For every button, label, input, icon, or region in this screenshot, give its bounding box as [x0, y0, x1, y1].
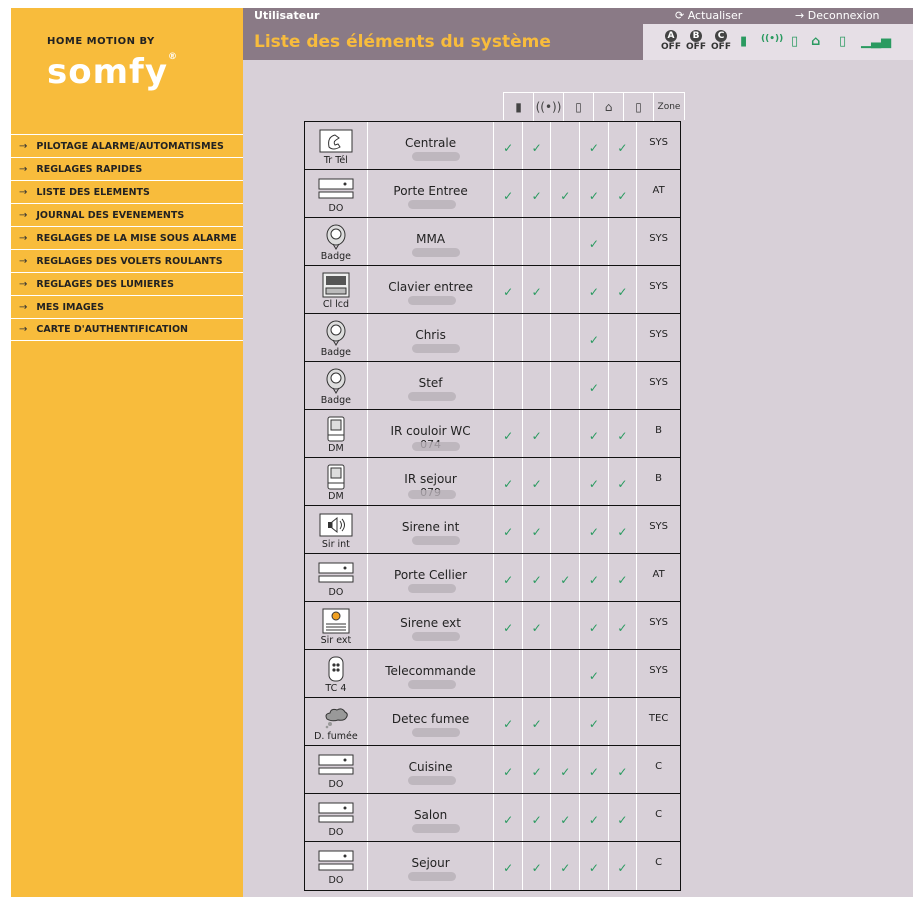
status-bar: [643, 24, 913, 60]
header-title-bar: [243, 24, 643, 60]
device-name: [368, 314, 495, 361]
device-icon-cell: [305, 794, 368, 841]
device-type: Tr Tél: [323, 155, 348, 166]
arrow-right-icon: →: [19, 278, 28, 290]
check-icon: ✓: [609, 506, 638, 553]
check-icon: ✓: [494, 554, 523, 601]
door-sensor-icon: [318, 752, 354, 778]
empty-cell: [551, 698, 580, 745]
table-row[interactable]: [305, 218, 680, 266]
phone-icon: [318, 128, 354, 154]
device-name: [368, 794, 495, 841]
device-zone: SYS: [649, 377, 669, 388]
door-icon: ▯: [791, 34, 799, 49]
check-icon: ✓: [494, 506, 523, 553]
check-icon: ✓: [523, 506, 552, 553]
device-zone: TEC: [648, 713, 669, 724]
device-name: [368, 842, 495, 890]
empty-cell: [551, 410, 580, 457]
device-name-label: MMA: [416, 232, 446, 246]
empty-cell: [609, 698, 638, 745]
door-sensor-icon: [318, 176, 354, 202]
empty-cell: [551, 218, 580, 265]
user-label: Utilisateur: [254, 9, 320, 22]
redacted-text: [412, 152, 460, 161]
device-type: Badge: [320, 347, 352, 358]
menu-item-label: REGLAGES RAPIDES: [36, 163, 143, 175]
table-row[interactable]: [305, 122, 680, 170]
device-icon-cell: [305, 314, 368, 361]
redacted-text: [412, 536, 460, 545]
device-icon-cell: [305, 362, 368, 409]
redacted-text: [412, 442, 460, 451]
device-name-label: Detec fumee: [391, 712, 470, 726]
logo-reg: ®: [167, 52, 178, 62]
device-name-label: Porte Cellier: [394, 568, 468, 582]
check-icon: ✓: [580, 506, 609, 553]
menu-item-2[interactable]: [11, 157, 243, 180]
arrow-right-icon: →: [19, 209, 28, 221]
check-icon: ✓: [580, 314, 609, 361]
device-name: [368, 506, 495, 553]
badge-icon: [318, 368, 354, 394]
check-icon: ✓: [551, 554, 580, 601]
check-icon: ✓: [609, 794, 638, 841]
empty-cell: [551, 362, 580, 409]
outdoor-siren-icon: [318, 608, 354, 634]
check-icon: ✓: [580, 842, 609, 890]
menu-item-label: REGLAGES DE LA MISE SOUS ALARME: [36, 232, 237, 244]
table-row[interactable]: [305, 746, 680, 794]
logout-label: Deconnexion: [807, 9, 880, 22]
empty-cell: [523, 650, 552, 697]
keypad-icon: [318, 272, 354, 298]
device-name-label: Sirene int: [401, 520, 460, 534]
check-icon: ✓: [523, 746, 552, 793]
check-icon: ✓: [494, 266, 523, 313]
empty-cell: [523, 314, 552, 361]
door-sensor-icon: [318, 800, 354, 826]
table-row[interactable]: [305, 362, 680, 410]
check-icon: ✓: [580, 458, 609, 505]
device-name: [368, 218, 495, 265]
check-icon: ✓: [580, 794, 609, 841]
device-name: [368, 122, 495, 169]
empty-cell: [609, 218, 638, 265]
device-type: DM: [328, 491, 344, 502]
device-name: [368, 602, 495, 649]
check-icon: ✓: [523, 410, 552, 457]
siren-icon: [318, 512, 354, 538]
smoke-detector-icon: [318, 704, 354, 730]
device-icon-cell: [305, 842, 368, 890]
device-name: [368, 746, 495, 793]
check-icon: ✓: [523, 266, 552, 313]
door-open-icon: ▯: [624, 93, 654, 121]
sidebar: [11, 8, 243, 897]
empty-cell: [551, 314, 580, 361]
check-icon: ✓: [580, 266, 609, 313]
redacted-text: [412, 344, 460, 353]
device-name: [368, 458, 495, 505]
zone-letter: B: [690, 30, 702, 42]
arrow-right-icon: →: [795, 9, 805, 22]
check-icon: ✓: [609, 266, 638, 313]
signal-icon: ▁▃▅: [861, 34, 891, 49]
zone-c-status[interactable]: [710, 30, 732, 53]
check-icon: ✓: [580, 650, 609, 697]
device-type: DO: [328, 779, 344, 790]
redacted-text: [408, 584, 456, 593]
check-icon: ✓: [494, 458, 523, 505]
check-icon: ✓: [551, 170, 580, 217]
device-zone: SYS: [649, 233, 669, 244]
check-icon: ✓: [580, 362, 609, 409]
table-row[interactable]: [305, 506, 680, 554]
device-icon-cell: [305, 410, 368, 457]
device-zone: B: [655, 425, 663, 436]
logout-link[interactable]: [795, 9, 880, 22]
device-name-label: Salon: [413, 808, 448, 822]
check-icon: ✓: [609, 554, 638, 601]
arrow-right-icon: →: [19, 140, 28, 152]
device-zone: SYS: [649, 665, 669, 676]
menu-item-3[interactable]: [11, 180, 243, 203]
arrow-right-icon: →: [19, 186, 28, 198]
device-type: Badge: [320, 251, 352, 262]
check-icon: ✓: [523, 794, 552, 841]
somfy-logo[interactable]: [47, 52, 178, 92]
redacted-text: [408, 680, 456, 689]
device-zone: SYS: [649, 521, 669, 532]
device-zone: SYS: [649, 281, 669, 292]
empty-cell: [609, 314, 638, 361]
device-name: [368, 362, 495, 409]
header-top-bar: [243, 8, 913, 24]
check-icon: ✓: [523, 122, 552, 169]
device-icon-cell: [305, 554, 368, 601]
brand-tagline: HOME MOTION BY: [47, 36, 155, 47]
empty-cell: [551, 266, 580, 313]
device-name-label: Porte Entree: [393, 184, 468, 198]
check-icon: ✓: [494, 842, 523, 890]
arrow-right-icon: →: [19, 232, 28, 244]
check-icon: ✓: [494, 122, 523, 169]
menu-item-9[interactable]: [11, 318, 243, 341]
device-name-label: IR sejour: [404, 472, 457, 486]
arrow-right-icon: →: [19, 324, 28, 335]
check-icon: ✓: [609, 746, 638, 793]
redacted-text: [408, 392, 456, 401]
device-name: [368, 698, 495, 745]
check-icon: ✓: [551, 746, 580, 793]
check-icon: ✓: [580, 218, 609, 265]
empty-cell: [551, 602, 580, 649]
zone-state: OFF: [661, 42, 681, 52]
device-type: DO: [328, 587, 344, 598]
empty-cell: [551, 650, 580, 697]
device-icon-cell: [305, 122, 368, 169]
check-icon: ✓: [494, 794, 523, 841]
table-row[interactable]: [305, 602, 680, 650]
device-icon-cell: [305, 746, 368, 793]
device-name-label: Stef: [418, 376, 443, 390]
device-icon-cell: [305, 506, 368, 553]
check-icon: ✓: [523, 602, 552, 649]
radio-icon: ((•)): [761, 34, 784, 44]
table-row[interactable]: [305, 794, 680, 842]
check-icon: ✓: [580, 746, 609, 793]
device-type: DO: [328, 875, 344, 886]
logo-text: somfy: [47, 52, 168, 92]
menu-item-label: PILOTAGE ALARME/AUTOMATISMES: [36, 140, 224, 152]
check-icon: ✓: [551, 842, 580, 890]
table-row[interactable]: [305, 266, 680, 314]
redacted-text: [412, 248, 460, 257]
redacted-text: [408, 872, 456, 881]
device-zone: C: [655, 857, 663, 868]
device-icon-cell: [305, 170, 368, 217]
menu-item-7[interactable]: [11, 272, 243, 295]
device-type: Sir int: [321, 539, 350, 550]
device-icon-cell: [305, 650, 368, 697]
device-name-label: Clavier entree: [388, 280, 473, 294]
arrow-right-icon: →: [19, 163, 28, 175]
device-name-label: Cuisine: [408, 760, 453, 774]
redacted-text: [408, 776, 456, 785]
device-name: [368, 266, 495, 313]
device-zone: AT: [652, 185, 665, 196]
page-title: Liste des éléments du système: [254, 32, 551, 52]
redacted-text: [408, 490, 456, 499]
menu-item-label: REGLAGES DES VOLETS ROULANTS: [36, 255, 223, 267]
check-icon: ✓: [494, 602, 523, 649]
device-name-label: IR couloir WC: [390, 424, 471, 438]
device-zone: SYS: [649, 617, 669, 628]
empty-cell: [609, 650, 638, 697]
top-strip: [0, 0, 913, 8]
check-icon: ✓: [494, 746, 523, 793]
device-icon-cell: [305, 602, 368, 649]
table-row[interactable]: [305, 698, 680, 746]
device-name: [368, 170, 495, 217]
check-icon: ✓: [609, 458, 638, 505]
device-icon-cell: [305, 218, 368, 265]
redacted-text: [412, 728, 460, 737]
empty-cell: [494, 650, 523, 697]
device-type: D. fumée: [314, 731, 358, 742]
door-sensor-icon: [318, 848, 354, 874]
battery-icon: ▮: [504, 93, 534, 121]
table-row[interactable]: [305, 842, 680, 890]
redacted-text: [408, 200, 456, 209]
battery-icon: ▮: [740, 34, 748, 49]
check-icon: ✓: [580, 602, 609, 649]
table-row[interactable]: [305, 554, 680, 602]
arrow-right-icon: →: [19, 301, 28, 313]
elements-table: [304, 121, 681, 891]
device-type: DO: [328, 203, 344, 214]
menu-item-label: JOURNAL DES EVENEMENTS: [36, 209, 185, 221]
check-icon: ✓: [609, 410, 638, 457]
check-icon: ✓: [609, 842, 638, 890]
check-icon: ✓: [523, 842, 552, 890]
remote-icon: [318, 656, 354, 682]
empty-cell: [523, 218, 552, 265]
empty-cell: [494, 362, 523, 409]
device-name-label: Centrale: [405, 136, 457, 150]
menu-item-4[interactable]: [11, 203, 243, 226]
table-row[interactable]: [305, 458, 680, 506]
zone-header: Zone: [657, 102, 681, 112]
redacted-text: [408, 296, 456, 305]
device-type: Cl lcd: [322, 299, 349, 310]
menu-item-label: MES IMAGES: [36, 301, 104, 313]
door-sensor-icon: [318, 560, 354, 586]
zone-letter: C: [715, 30, 727, 42]
device-type: DO: [328, 827, 344, 838]
radio-icon: ((•)): [534, 93, 564, 121]
check-icon: ✓: [551, 794, 580, 841]
device-name: [368, 554, 495, 601]
device-name-label: Chris: [415, 328, 446, 342]
check-icon: ✓: [494, 698, 523, 745]
check-icon: ✓: [609, 122, 638, 169]
table-row[interactable]: [305, 410, 680, 458]
check-icon: ✓: [580, 410, 609, 457]
table-row[interactable]: [305, 170, 680, 218]
device-type: Sir ext: [320, 635, 352, 646]
menu-item-1[interactable]: [11, 134, 243, 157]
device-type: DM: [328, 443, 344, 454]
menu-item-label: REGLAGES DES LUMIERES: [36, 278, 174, 290]
empty-cell: [523, 362, 552, 409]
table-header: [503, 92, 685, 120]
menu-item-label: CARTE D'AUTHENTIFICATION: [36, 324, 188, 335]
device-zone: AT: [652, 569, 665, 580]
refresh-link[interactable]: [675, 9, 742, 22]
check-icon: ✓: [523, 554, 552, 601]
badge-icon: [318, 224, 354, 250]
device-icon-cell: [305, 266, 368, 313]
check-icon: ✓: [523, 698, 552, 745]
check-icon: ✓: [580, 170, 609, 217]
device-type: TC 4: [325, 683, 347, 694]
device-icon-cell: [305, 698, 368, 745]
check-icon: ✓: [609, 170, 638, 217]
badge-icon: [318, 320, 354, 346]
device-name: [368, 650, 495, 697]
device-zone: C: [655, 809, 663, 820]
menu-item-5[interactable]: [11, 226, 243, 249]
door-icon: ▯: [564, 93, 594, 121]
check-icon: ✓: [523, 458, 552, 505]
check-icon: ✓: [580, 122, 609, 169]
door-open-icon: ▯: [839, 34, 847, 49]
empty-cell: [551, 122, 580, 169]
device-zone: C: [655, 761, 663, 772]
device-name-label: Telecommande: [385, 664, 476, 678]
arrow-right-icon: →: [19, 255, 28, 267]
check-icon: ✓: [609, 602, 638, 649]
refresh-icon: ⟳: [675, 9, 685, 22]
check-icon: ✓: [494, 410, 523, 457]
redacted-text: [412, 632, 460, 641]
motion-detector-icon: [318, 464, 354, 490]
device-icon-cell: [305, 458, 368, 505]
zone-letter: A: [665, 30, 677, 42]
menu-item-6[interactable]: [11, 249, 243, 272]
menu-item-8[interactable]: [11, 295, 243, 318]
empty-cell: [551, 506, 580, 553]
zone-state: OFF: [711, 42, 731, 52]
home-ok-icon: ⌂: [811, 34, 821, 49]
empty-cell: [494, 218, 523, 265]
zone-b-status[interactable]: [685, 30, 707, 53]
main-menu: [11, 134, 243, 341]
device-zone: SYS: [649, 137, 669, 148]
device-name-label: Sirene ext: [400, 616, 461, 630]
check-icon: ✓: [494, 170, 523, 217]
zone-state: OFF: [686, 42, 706, 52]
empty-cell: [551, 458, 580, 505]
redacted-text: [412, 824, 460, 833]
refresh-label: Actualiser: [687, 9, 743, 22]
home-icon: ⌂: [594, 93, 624, 121]
table-row[interactable]: [305, 314, 680, 362]
check-icon: ✓: [580, 698, 609, 745]
device-zone: SYS: [649, 329, 669, 340]
device-name: [368, 410, 495, 457]
motion-detector-icon: [318, 416, 354, 442]
device-type: Badge: [320, 395, 352, 406]
device-name-label: Sejour: [411, 856, 450, 870]
zone-a-status[interactable]: [660, 30, 682, 53]
check-icon: ✓: [523, 170, 552, 217]
empty-cell: [494, 314, 523, 361]
left-margin: [0, 0, 11, 897]
device-zone: B: [655, 473, 663, 484]
table-row[interactable]: [305, 650, 680, 698]
check-icon: ✓: [580, 554, 609, 601]
empty-cell: [609, 362, 638, 409]
menu-item-label: LISTE DES ELEMENTS: [36, 186, 150, 198]
